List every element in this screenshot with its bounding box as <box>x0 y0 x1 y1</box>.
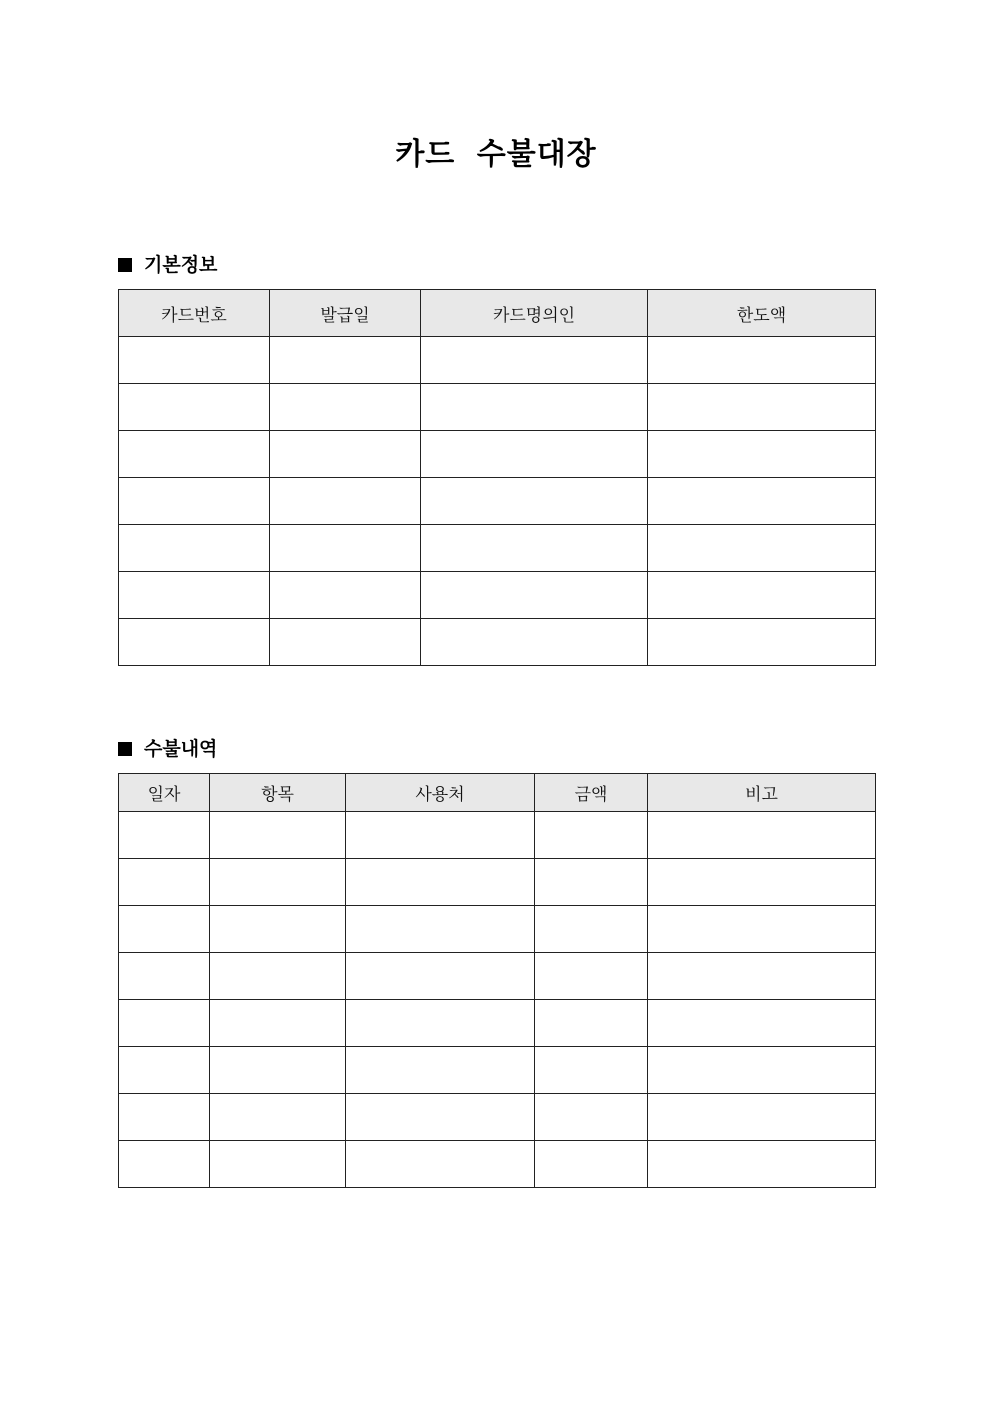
table-cell[interactable] <box>421 572 648 619</box>
table-cell[interactable] <box>346 812 535 859</box>
table-row <box>119 812 876 859</box>
table-cell[interactable] <box>535 1141 648 1188</box>
table-cell[interactable] <box>648 337 876 384</box>
table-cell[interactable] <box>119 619 270 666</box>
table-cell[interactable] <box>119 1141 210 1188</box>
table-row <box>119 337 876 384</box>
column-header-limit: 한도액 <box>648 290 876 337</box>
table-cell[interactable] <box>270 572 421 619</box>
table-row <box>119 1094 876 1141</box>
column-header-card-holder: 카드명의인 <box>421 290 648 337</box>
table-cell[interactable] <box>421 478 648 525</box>
table-cell[interactable] <box>421 384 648 431</box>
table-cell[interactable] <box>535 1094 648 1141</box>
table-row <box>119 906 876 953</box>
table-cell[interactable] <box>119 1094 210 1141</box>
table-cell[interactable] <box>648 431 876 478</box>
table-row <box>119 619 876 666</box>
table-row <box>119 1047 876 1094</box>
table-cell[interactable] <box>119 337 270 384</box>
section-heading-label: 기본정보 <box>144 254 218 276</box>
table-cell[interactable] <box>119 906 210 953</box>
table-cell[interactable] <box>270 384 421 431</box>
square-bullet-icon <box>118 258 132 272</box>
table-cell[interactable] <box>346 906 535 953</box>
table-cell[interactable] <box>270 337 421 384</box>
table-cell[interactable] <box>648 525 876 572</box>
section-heading-label: 수불내역 <box>144 738 218 760</box>
table-cell[interactable] <box>119 384 270 431</box>
table-cell[interactable] <box>346 1047 535 1094</box>
table-row <box>119 431 876 478</box>
square-bullet-icon <box>118 742 132 756</box>
column-header-card-number: 카드번호 <box>119 290 270 337</box>
column-header-amount: 금액 <box>535 774 648 812</box>
table-cell[interactable] <box>119 431 270 478</box>
table-cell[interactable] <box>210 859 346 906</box>
table-cell[interactable] <box>535 859 648 906</box>
table-header-row <box>119 290 876 337</box>
table-row <box>119 525 876 572</box>
table-cell[interactable] <box>648 1141 876 1188</box>
table-cell[interactable] <box>119 1000 210 1047</box>
table-cell[interactable] <box>270 478 421 525</box>
table-cell[interactable] <box>648 572 876 619</box>
table-cell[interactable] <box>119 812 210 859</box>
table-cell[interactable] <box>535 953 648 1000</box>
section-heading-ledger <box>118 736 217 762</box>
table-cell[interactable] <box>421 337 648 384</box>
table-cell[interactable] <box>270 619 421 666</box>
table-row <box>119 572 876 619</box>
page-title: 카드 수불대장 <box>395 137 597 172</box>
table-cell[interactable] <box>346 1094 535 1141</box>
table-cell[interactable] <box>119 525 270 572</box>
table-cell[interactable] <box>210 1000 346 1047</box>
table-row <box>119 1141 876 1188</box>
table-cell[interactable] <box>346 1000 535 1047</box>
table-cell[interactable] <box>648 1047 876 1094</box>
section-heading-basic-info <box>118 252 217 278</box>
table-row <box>119 859 876 906</box>
table-cell[interactable] <box>210 1094 346 1141</box>
column-header-item: 항목 <box>210 774 346 812</box>
ledger-table <box>118 773 876 1188</box>
table-cell[interactable] <box>648 384 876 431</box>
table-cell[interactable] <box>648 478 876 525</box>
table-cell[interactable] <box>421 431 648 478</box>
table-row <box>119 478 876 525</box>
column-header-remarks: 비고 <box>648 774 876 812</box>
table-row <box>119 384 876 431</box>
table-cell[interactable] <box>535 906 648 953</box>
table-cell[interactable] <box>648 859 876 906</box>
table-cell[interactable] <box>535 1000 648 1047</box>
table-cell[interactable] <box>648 953 876 1000</box>
table-cell[interactable] <box>648 1094 876 1141</box>
table-cell[interactable] <box>535 812 648 859</box>
table-cell[interactable] <box>270 431 421 478</box>
table-cell[interactable] <box>535 1047 648 1094</box>
table-cell[interactable] <box>648 812 876 859</box>
column-header-issue-date: 발급일 <box>270 290 421 337</box>
table-cell[interactable] <box>119 572 270 619</box>
table-cell[interactable] <box>346 953 535 1000</box>
column-header-date: 일자 <box>119 774 210 812</box>
basic-info-table <box>118 289 876 666</box>
table-cell[interactable] <box>119 953 210 1000</box>
table-cell[interactable] <box>346 1141 535 1188</box>
table-cell[interactable] <box>648 906 876 953</box>
table-cell[interactable] <box>648 1000 876 1047</box>
table-cell[interactable] <box>210 1047 346 1094</box>
table-cell[interactable] <box>421 619 648 666</box>
table-cell[interactable] <box>210 1141 346 1188</box>
table-cell[interactable] <box>421 525 648 572</box>
column-header-place-of-use: 사용처 <box>346 774 535 812</box>
table-cell[interactable] <box>119 1047 210 1094</box>
table-cell[interactable] <box>119 478 270 525</box>
table-cell[interactable] <box>210 953 346 1000</box>
table-header-row <box>119 774 876 812</box>
table-row <box>119 1000 876 1047</box>
table-cell[interactable] <box>648 619 876 666</box>
table-row <box>119 953 876 1000</box>
table-cell[interactable] <box>270 525 421 572</box>
table-cell[interactable] <box>346 859 535 906</box>
table-cell[interactable] <box>210 906 346 953</box>
table-cell[interactable] <box>210 812 346 859</box>
table-cell[interactable] <box>119 859 210 906</box>
